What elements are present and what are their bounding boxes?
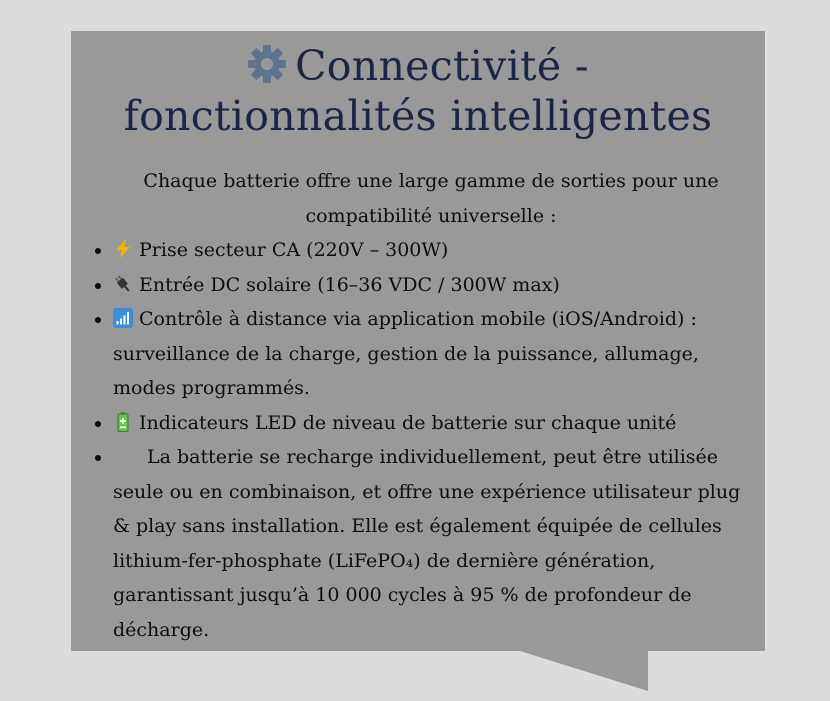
- lightning-icon: [113, 236, 133, 256]
- plug-icon: [113, 271, 133, 291]
- item-text: Prise secteur CA (220V – 300W): [139, 239, 449, 261]
- list-item: [113, 302, 751, 406]
- list-item: [113, 406, 751, 441]
- title-line-1: [71, 43, 765, 93]
- battery-icon: [113, 409, 133, 429]
- content: [91, 164, 751, 647]
- title-text-1: Connectivité -: [295, 42, 589, 90]
- list-item: [113, 440, 751, 647]
- feature-list: [91, 233, 751, 647]
- title-line-2: fonctionnalités intelligentes: [123, 92, 713, 140]
- speech-bubble: [71, 31, 765, 651]
- intro-text: Chaque batterie offre une large gamme de sorties pour une compatibilité universelle :: [143, 170, 719, 227]
- page-title: [71, 43, 765, 139]
- item-text: La batterie se recharge individuellement, peut être utilisée seule ou en combinaison, et offre une expérience utilisateur plug & play sans installation. Elle est également équipée de cellules lithium-fer-phosphate (LiFePO₄) de dernière génération, garantissant jusqu’à 10 000 cycles à 95 % de profondeur de décharge.: [113, 446, 741, 641]
- item-text: Indicateurs LED de niveau de batterie sur chaque unité: [139, 411, 677, 434]
- item-text: Entrée DC solaire (16–36 VDC / 300W max): [139, 273, 560, 296]
- gear-icon: [247, 44, 287, 93]
- list-item: [113, 233, 751, 268]
- bubble-tail: [520, 651, 648, 691]
- item-text: Contrôle à distance via application mobile (iOS/Android) : surveillance de la charge, gestion de la puissance, allumage, modes programmés.: [113, 308, 699, 399]
- signal-bars-icon: [113, 305, 133, 325]
- list-item: [113, 268, 751, 303]
